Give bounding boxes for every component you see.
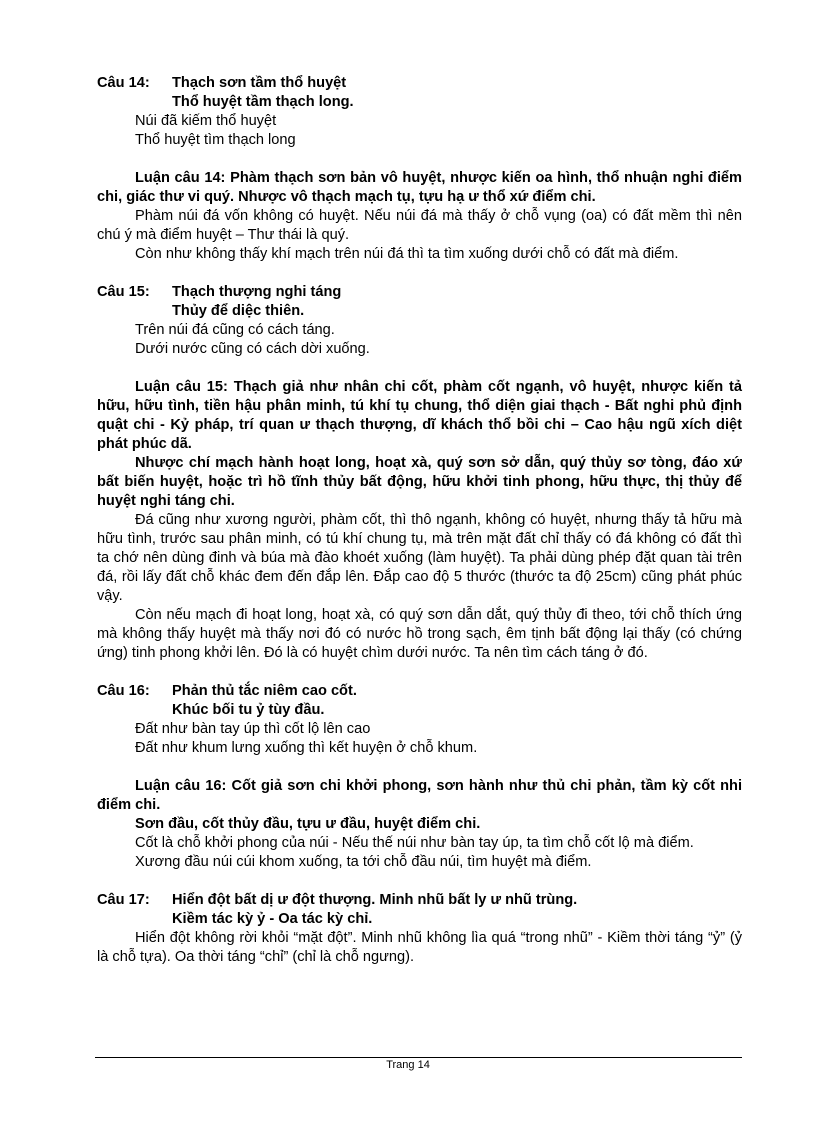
verse-14-heading xyxy=(97,74,742,93)
verse-17-title-line1: Hiển đột bất dị ư đột thượng. Minh nhũ bất ly ư nhũ trùng. xyxy=(172,892,578,908)
verse-17-title-line2: Kiềm tác kỳ ỷ - Oa tác kỳ chỉ. xyxy=(172,911,373,927)
verse-17-label: Câu 17: xyxy=(97,892,150,908)
verse-16-translation-line2: Đất như khum lưng xuống thì kết huyện ở chỗ khum. xyxy=(135,740,478,756)
verse-15-explanation-1: Đá cũng như xương người, phàm cốt, thì thô ngạnh, không có huyệt, nhưng thấy tả hữu mà hữu tình, trước sau phân minh, có tú khí chung tụ, mà trên mặt đất chỉ thấy có đá không có đất thì ta chớ nên dùng đinh và búa mà đào khoét xuống (làm huyệt). Ta phải dùng phép đặt quan tài trên đá, rồi lấy đất chỗ khác đem đến đắp lên. Đắp cao độ 5 thước (thước ta độ 25cm) cũng phát phúc vậy. xyxy=(97,512,742,604)
verse-14-translation-line1: Núi đã kiếm thổ huyệt xyxy=(135,113,277,129)
verse-14-explanation-2: Còn như không thấy khí mạch trên núi đá thì ta tìm xuống dưới chỗ có đất mà điểm. xyxy=(135,246,679,262)
verse-17-heading xyxy=(97,891,742,910)
verse-15-translation-line2: Dưới nước cũng có cách dời xuống. xyxy=(135,341,370,357)
verse-16-explanation-2: Xương đầu núi cúi khom xuống, ta tới chỗ đầu núi, tìm huyệt mà điểm. xyxy=(135,854,592,870)
verse-16-label: Câu 16: xyxy=(97,683,150,699)
verse-16-title-line2: Khúc bối tu ỷ tùy đầu. xyxy=(172,702,325,718)
verse-15-title-line1: Thạch thượng nghi táng xyxy=(172,284,342,300)
verse-14-label: Câu 14: xyxy=(97,75,150,91)
verse-15-commentary-1: Luận câu 15: Thạch giả như nhân chi cốt, phàm cốt ngạnh, vô huyệt, nhược kiến tả hữu, hữu tình, tiền hậu phân minh, tú khí tụ chung, thổ diện giai thạch - Bất nghi phủ định quật chi - Kỷ pháp, trí quan ư thạch thượng, dĩ khách thổ bồi chi – Cao hậu ngũ xích diệt phát phúc dã. xyxy=(97,379,742,452)
verse-15-commentary-2: Nhược chí mạch hành hoạt long, hoạt xà, quý sơn sở dẫn, quý thủy sơ tòng, đáo xứ bất biến huyệt, hoặc trì hồ tĩnh thủy bất động, hữu khởi tinh phong, hữu thực, thị thủy để huyệt nghi táng chi. xyxy=(97,455,742,509)
verse-15-translation-line1: Trên núi đá cũng có cách táng. xyxy=(135,322,335,338)
document-body xyxy=(97,74,742,967)
verse-16-title-line1: Phản thủ tắc niêm cao cốt. xyxy=(172,683,357,699)
verse-15-explanation-2: Còn nếu mạch đi hoạt long, hoạt xà, có quý sơn dẫn dắt, quý thủy đi theo, tới chỗ thích ứng mà không thấy huyệt mà thấy nơi đó có nước hồ trong sạch, êm tịnh bất động lại thấy (có chứng ứng) tinh phong khởi lên. Đó là có huyệt chìm dưới nước. Ta nên tìm cách táng ở đó. xyxy=(97,607,742,661)
verse-16-commentary-2: Sơn đầu, cốt thủy đầu, tựu ư đầu, huyệt điểm chi. xyxy=(135,816,481,832)
page-number: Trang 14 xyxy=(386,1059,430,1071)
verse-17-explanation-1: Hiển đột không rời khỏi “mặt đột”. Minh nhũ không lìa quá “trong nhũ” - Kiềm thời táng “ỷ” (ỷ là chỗ tựa). Oa thời táng “chỉ” (chỉ là chỗ ngưng). xyxy=(97,930,742,965)
verse-14-explanation-1: Phàm núi đá vốn không có huyệt. Nếu núi đá mà thấy ở chỗ vụng (oa) có đất mềm thì nên chú ý mà điểm huyệt – Thư thái là quý. xyxy=(97,208,742,243)
verse-15-title-line2: Thủy để diệc thiên. xyxy=(172,303,305,319)
verse-15-heading xyxy=(97,283,742,302)
verse-15-label: Câu 15: xyxy=(97,284,150,300)
verse-16-heading xyxy=(97,682,742,701)
verse-14-translation-line2: Thổ huyệt tìm thạch long xyxy=(135,132,296,148)
footer-divider xyxy=(95,1057,742,1058)
verse-14-title-line2: Thổ huyệt tầm thạch long. xyxy=(172,94,354,110)
verse-16-translation-line1: Đất như bàn tay úp thì cốt lộ lên cao xyxy=(135,721,371,737)
verse-16-explanation-1: Cốt là chỗ khởi phong của núi - Nếu thế núi như bàn tay úp, ta tìm chỗ cốt lộ mà điểm. xyxy=(135,835,694,851)
verse-16-commentary-1: Luận câu 16: Cốt giả sơn chi khởi phong, sơn hành như thủ chi phản, tầm kỳ cốt nhi điểm chi. xyxy=(97,778,742,813)
verse-14-commentary: Luận câu 14: Phàm thạch sơn bản vô huyệt, nhược kiến oa hình, thổ nhuận nghi điểm chi, giác thư vi quý. Nhược vô thạch mạch tụ, tựu hạ ư thổ xứ điểm chi. xyxy=(97,170,742,205)
verse-14-title-line1: Thạch sơn tầm thổ huyệt xyxy=(172,75,347,91)
